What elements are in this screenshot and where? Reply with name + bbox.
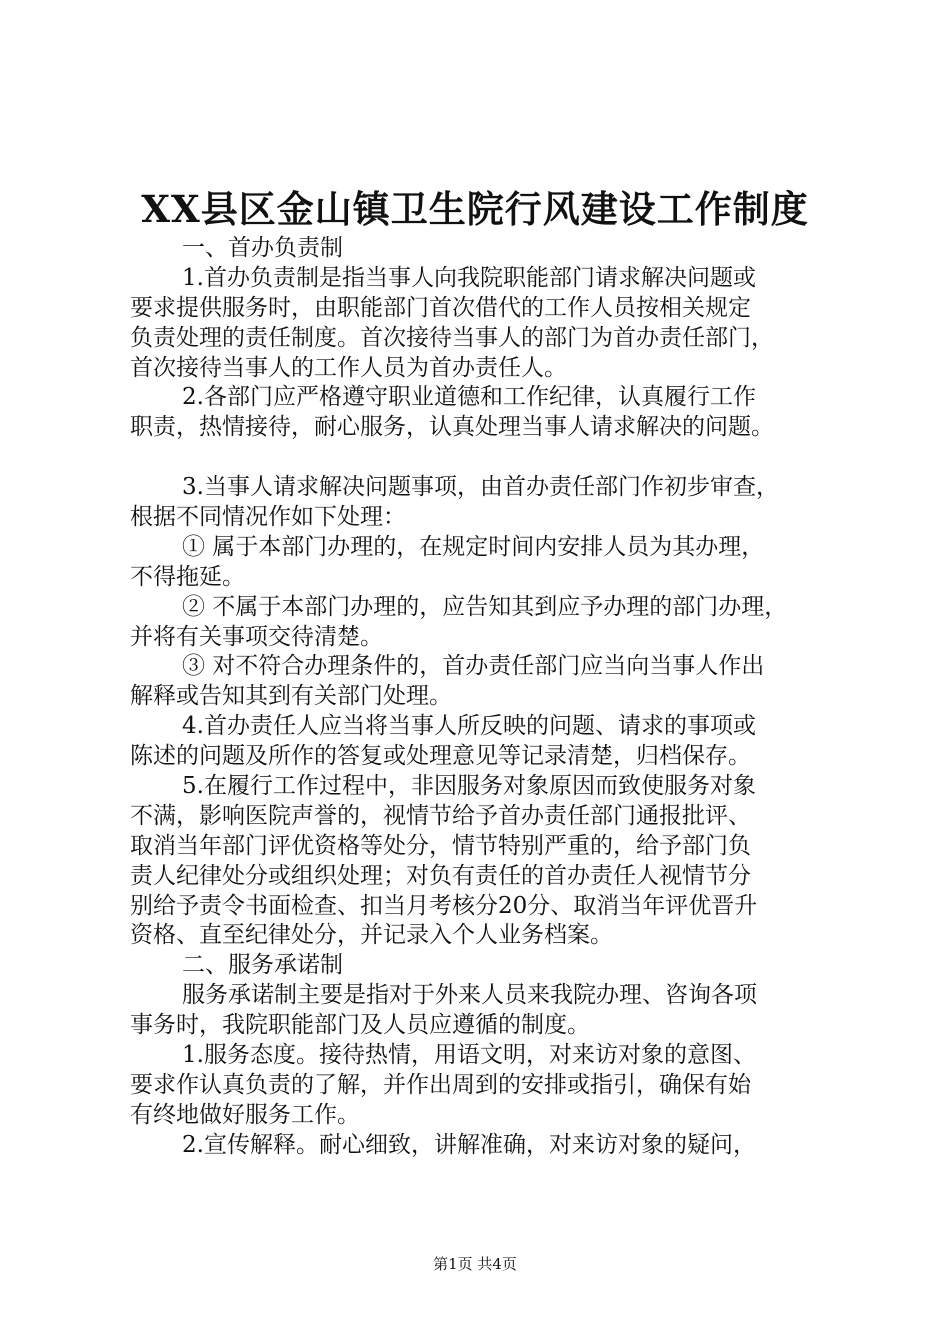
text-line: 根据不同情况作如下处理： [130,504,406,531]
text-line: 2.宣传解释。耐心细致，讲解准确，对来访对象的疑问， [182,1131,756,1158]
text-line: 陈述的问题及所作的答复或处理意见等记录清楚，归档保存。 [130,743,751,770]
text-line: ③ 对不符合办理条件的，首办责任部门应当向当事人作出 [182,653,765,680]
text-line: 3.当事人请求解决问题事项，由首办责任部门作初步审查， [182,474,779,501]
text-line: 解释或告知其到有关部门处理。 [130,683,452,710]
text-line: 别给予责令书面检查、扣当月考核分20分、取消当年评优晋升 [130,892,758,919]
text-line: 服务承诺制主要是指对于外来人员来我院办理、咨询各项 [182,982,757,1009]
text-line: 要求提供服务时，由职能部门首次借代的工作人员按相关规定 [130,294,751,321]
text-line: 职责，热情接待，耐心服务，认真处理当事人请求解决的问题。 [130,414,774,441]
text-line: 资格、直至纪律处分，并记录入个人业务档案。 [130,922,613,949]
text-line: 1.服务态度。接待热情，用语文明，对来访对象的意图、 [182,1042,756,1069]
page-footer: 第1页 共4页 [433,1255,517,1273]
text-line: 首次接待当事人的工作人员为首办责任人。 [130,354,567,381]
document-body [130,234,846,1161]
text-line: 不满，影响医院声誉的，视情节给予首办责任部门通报批评、 [130,802,751,829]
text-line: 1.首办负责制是指当事人向我院职能部门请求解决问题或 [182,264,756,291]
text-line: 有终地做好服务工作。 [130,1101,360,1128]
text-line: 事务时，我院职能部门及人员应遵循的制度。 [130,1012,590,1039]
text-line: 并将有关事项交待清楚。 [130,623,383,650]
text-line: 一、首办负责制 [182,235,343,261]
text-line: 5.在履行工作过程中，非因服务对象原因而致使服务对象 [182,773,756,800]
document-title: XX县区金山镇卫生院行风建设工作制度 [141,187,809,231]
text-line: 负责处理的责任制度。首次接待当事人的部门为首办责任部门， [130,324,774,351]
text-line: ② 不属于本部门办理的，应告知其到应予办理的部门办理， [182,593,788,620]
text-line: 要求作认真负责的了解，并作出周到的安排或指引，确保有始 [130,1071,751,1098]
text-line: 不得拖延。 [130,563,245,590]
text-line [130,443,846,473]
text-line: 2.各部门应严格遵守职业道德和工作纪律，认真履行工作 [182,384,756,411]
text-line: 取消当年部门评优资格等处分，情节特别严重的，给予部门负 [130,832,751,859]
text-line: 责人纪律处分或组织处理；对负有责任的首办责任人视情节分 [130,862,751,889]
text-line: ① 属于本部门办理的，在规定时间内安排人员为其办理， [182,533,765,560]
text-line: 4.首办责任人应当将当事人所反映的问题、请求的事项或 [182,713,756,740]
text-line: 二、服务承诺制 [182,952,343,979]
